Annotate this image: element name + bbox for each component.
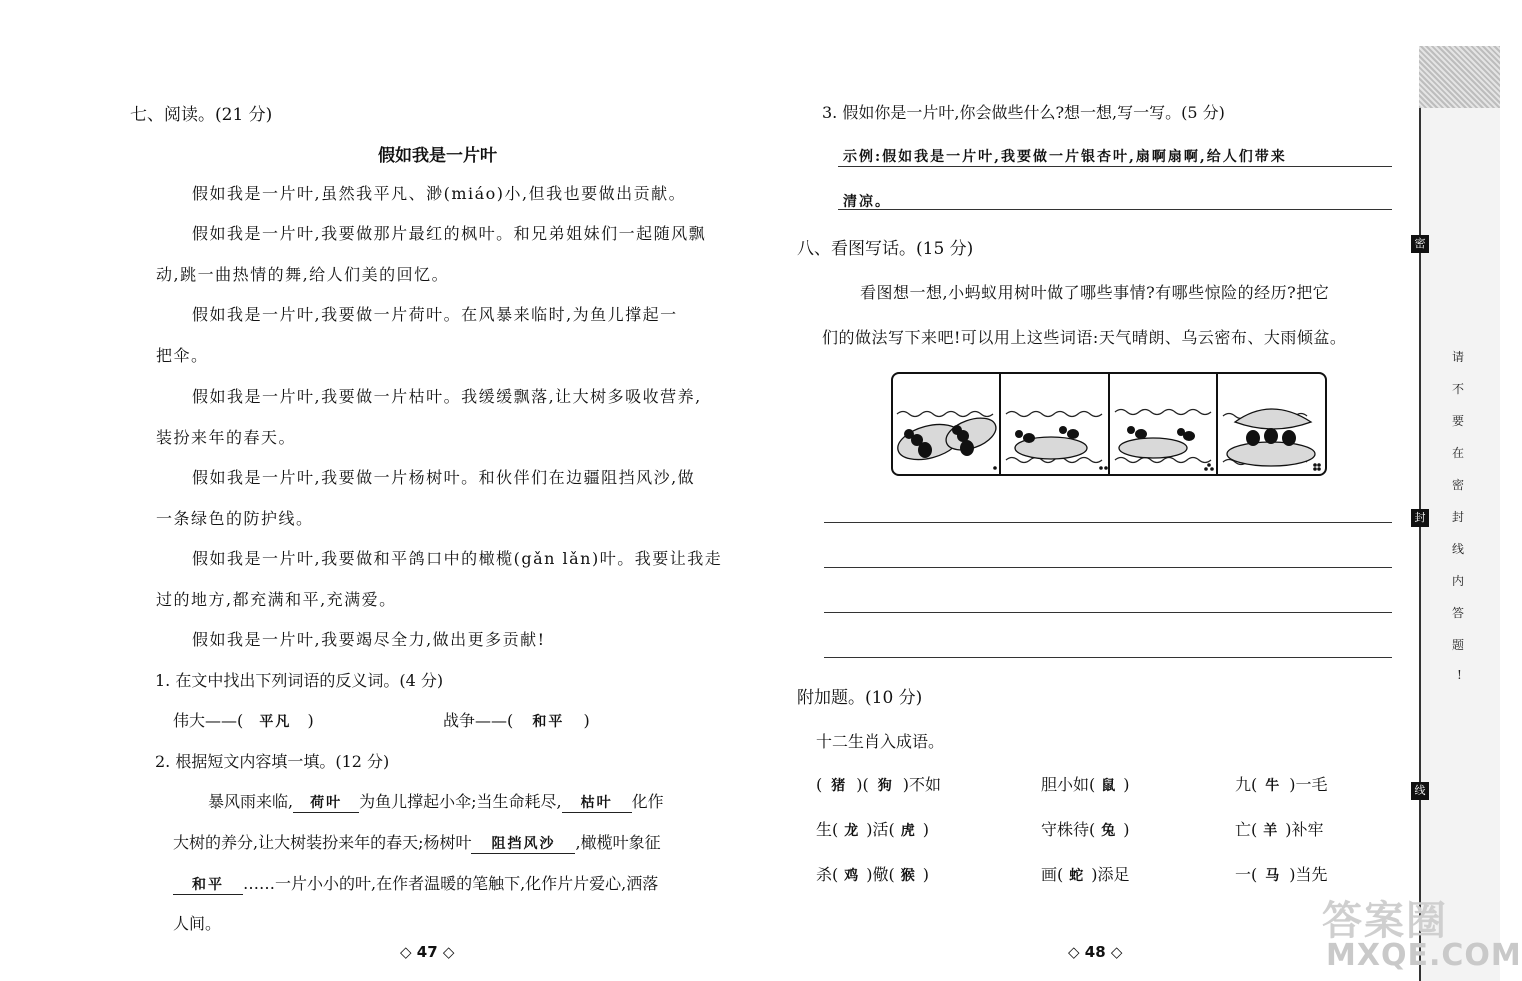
section7-title: 七、阅读。(21 分) bbox=[130, 105, 273, 125]
question-1-label: 1. 在文中找出下列词语的反义词。(4 分) bbox=[155, 671, 444, 690]
question-2-label: 2. 根据短文内容填一填。(12 分) bbox=[155, 752, 390, 771]
comic-strip-illustration bbox=[891, 372, 1327, 476]
notice-char: 请 bbox=[1452, 350, 1465, 364]
paragraph-line: 假如我是一片叶,虽然我平凡、渺(miáo)小,但我也要做出贡献。 bbox=[192, 184, 687, 203]
paragraph-line: 假如我是一片叶,我要竭尽全力,做出更多贡献! bbox=[192, 630, 546, 649]
q2-text: ,橄榄叶象征 bbox=[575, 833, 661, 852]
q2-text: 大树的养分,让大树装扮来年的春天;杨树叶 bbox=[173, 833, 472, 852]
notice-char: 要 bbox=[1452, 414, 1465, 428]
paragraph-line: 假如我是一片叶,我要做那片最红的枫叶。和兄弟姐妹们一起随风飘 bbox=[192, 224, 707, 243]
idiom-item: 九( 牛 )一毛 bbox=[1235, 775, 1328, 794]
bonus-subtitle: 十二生肖入成语。 bbox=[816, 732, 945, 751]
idiom-item: 一( 马 )当先 bbox=[1235, 865, 1328, 884]
page-number-left: ◇ 47 ◇ bbox=[400, 943, 455, 961]
q2-blank-2: 枯叶 bbox=[562, 792, 632, 813]
idiom-item: 守株待( 兔 ) bbox=[1041, 820, 1130, 839]
q1-item2-word: 战争——( bbox=[443, 711, 514, 730]
seal-mark-feng: 封 bbox=[1411, 509, 1429, 527]
q2-line-4: 人间。 bbox=[173, 914, 222, 933]
q2-text: 为鱼儿撑起小伞;当生命耗尽, bbox=[359, 792, 562, 811]
q2-text: ……一片小小的叶,在作者温暖的笔触下,化作片片爱心,洒落 bbox=[243, 874, 659, 893]
q1-item1-word: 伟大——( bbox=[173, 711, 244, 730]
q2-blank-4: 和平 bbox=[173, 874, 243, 895]
q2-line-2 bbox=[173, 830, 661, 854]
q2-blank-1: 荷叶 bbox=[293, 792, 359, 813]
q1-item2-close: ) bbox=[583, 711, 590, 730]
watermark-logo: 答案圈 bbox=[1322, 898, 1448, 944]
notice-char: 密 bbox=[1452, 478, 1465, 492]
writing-line[interactable] bbox=[824, 612, 1392, 613]
paragraph-line: 假如我是一片叶,我要做一片杨树叶。和伙伴们在边疆阻挡风沙,做 bbox=[192, 468, 696, 487]
notice-char: 题 bbox=[1452, 638, 1465, 652]
notice-char: 封 bbox=[1452, 510, 1465, 524]
q1-item1-close: ) bbox=[307, 711, 314, 730]
article-title: 假如我是一片叶 bbox=[378, 146, 497, 166]
q2-text: 暴风雨来临, bbox=[208, 792, 294, 811]
seal-mark-mi: 密 bbox=[1411, 235, 1429, 253]
q2-text: 化作 bbox=[631, 792, 664, 811]
notice-char: 在 bbox=[1452, 446, 1465, 460]
q2-line-3 bbox=[173, 871, 658, 895]
paragraph-line: 假如我是一片叶,我要做一片枯叶。我缓缓飘落,让大树多吸收营养, bbox=[192, 387, 702, 406]
q3-answer-rule-1 bbox=[838, 166, 1392, 167]
bonus-title: 附加题。(10 分) bbox=[797, 688, 923, 708]
writing-line[interactable] bbox=[824, 567, 1392, 568]
q2-line-1 bbox=[208, 789, 664, 813]
page-number-right: ◇ 48 ◇ bbox=[1068, 943, 1123, 961]
q3-answer-line-1: 示例:假如我是一片叶,我要做一片银杏叶,扇啊扇啊,给人们带来 bbox=[843, 149, 1287, 165]
seal-mark-xian: 线 bbox=[1411, 782, 1429, 800]
notice-char: ! bbox=[1457, 668, 1462, 682]
idiom-item: 生( 龙 )活( 虎 ) bbox=[816, 820, 929, 839]
section8-prompt-line-2: 们的做法写下来吧!可以用上这些词语:天气晴朗、乌云密布、大雨倾盆。 bbox=[822, 328, 1347, 347]
paragraph-line: 动,跳一曲热情的舞,给人们美的回忆。 bbox=[156, 265, 450, 284]
q1-item2-answer: 和平 bbox=[532, 714, 565, 730]
paragraph-line: 假如我是一片叶,我要做一片荷叶。在风暴来临时,为鱼儿撑起一 bbox=[192, 305, 678, 324]
q1-item-1 bbox=[173, 708, 314, 731]
idiom-item: 胆小如( 鼠 ) bbox=[1041, 775, 1130, 794]
notice-char: 答 bbox=[1452, 606, 1465, 620]
question-3-label: 3. 假如你是一片叶,你会做些什么?想一想,写一写。(5 分) bbox=[822, 103, 1225, 122]
notice-char: 内 bbox=[1452, 574, 1465, 588]
idiom-item: 杀( 鸡 )儆( 猴 ) bbox=[816, 865, 929, 884]
q3-answer-line-2: 清凉。 bbox=[843, 194, 891, 210]
writing-line[interactable] bbox=[824, 522, 1392, 523]
section8-title: 八、看图写话。(15 分) bbox=[797, 239, 974, 259]
q1-item1-answer: 平凡 bbox=[259, 714, 292, 730]
watermark-url: MXQE.COM bbox=[1326, 938, 1522, 973]
idiom-item: ( 猪 )( 狗 )不如 bbox=[816, 775, 941, 794]
binding-margin-texture bbox=[1419, 46, 1500, 108]
q1-item-2 bbox=[443, 708, 590, 731]
q3-answer-rule-2 bbox=[838, 209, 1392, 210]
q2-blank-3: 阻挡风沙 bbox=[471, 833, 575, 854]
paragraph-line: 把伞。 bbox=[156, 346, 209, 365]
writing-line[interactable] bbox=[824, 657, 1392, 658]
paragraph-line: 装扮来年的春天。 bbox=[156, 428, 297, 447]
notice-char: 不 bbox=[1452, 382, 1465, 396]
section8-prompt-line-1: 看图想一想,小蚂蚁用树叶做了哪些事情?有哪些惊险的经历?把它 bbox=[860, 283, 1330, 302]
paragraph-line: 一条绿色的防护线。 bbox=[156, 509, 314, 528]
idiom-item: 亡( 羊 )补牢 bbox=[1235, 820, 1324, 839]
paragraph-line: 假如我是一片叶,我要做和平鸽口中的橄榄(gǎn lǎn)叶。我要让我走 bbox=[192, 549, 723, 568]
notice-char: 线 bbox=[1452, 542, 1465, 556]
idiom-item: 画( 蛇 )添足 bbox=[1041, 865, 1130, 884]
paragraph-line: 过的地方,都充满和平,充满爱。 bbox=[156, 590, 397, 609]
